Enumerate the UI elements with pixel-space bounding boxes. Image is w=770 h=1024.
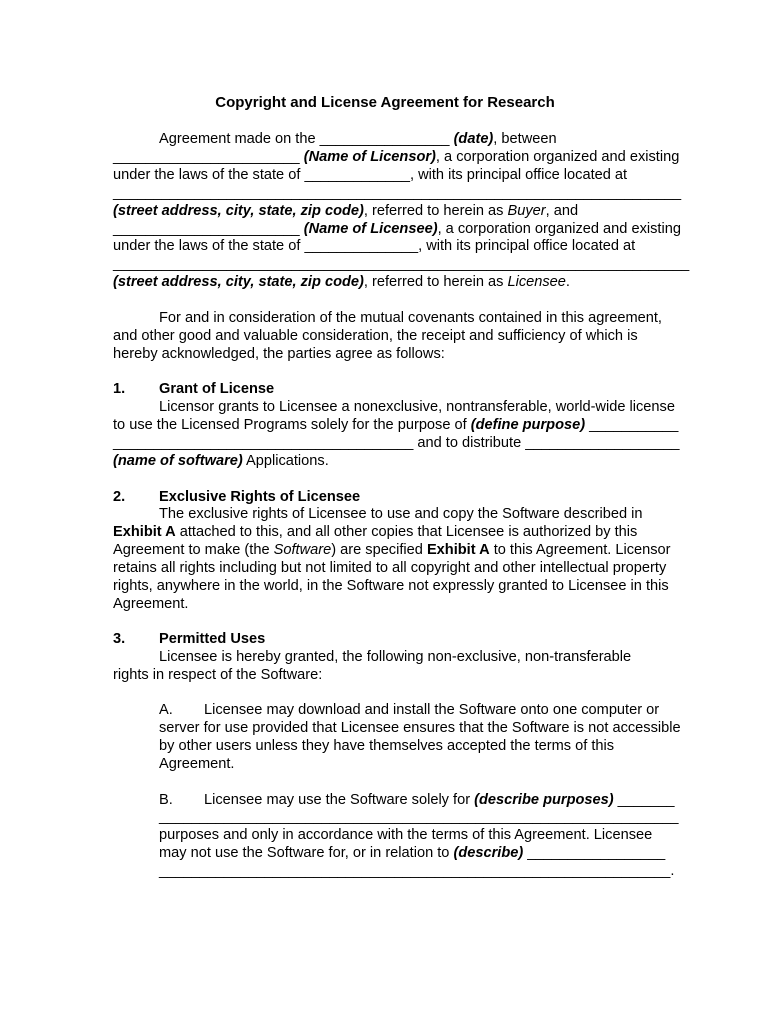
intro-line-1: Agreement made on the ________________ (date), between	[159, 131, 557, 147]
section-1-line-2: to use the Licensed Programs solely for the purpose of (define purpose) ___________	[113, 417, 679, 433]
section-2-line-4: retains all rights including but not limited to all copyright and other intellectual property	[113, 560, 667, 576]
intro-line-8: _______________________________________________________________________	[113, 256, 690, 272]
item-b-line-2: ________________________________________________________________	[159, 809, 679, 825]
section-2-heading: 2. Exclusive Rights of Licensee	[113, 489, 361, 505]
date-field-label: (date)	[453, 131, 494, 147]
section-1-heading: 1. Grant of License	[113, 381, 275, 397]
section-2-line-6: Agreement.	[113, 596, 189, 612]
section-3-line-1: Licensee is hereby granted, the following non-exclusive, non-transferable	[159, 649, 632, 665]
address-field-label: (street address, city, state, zip code)	[113, 203, 364, 219]
software-name-field-label: (name of software)	[113, 453, 243, 469]
section-1-line-4: (name of software) Applications.	[113, 453, 329, 469]
item-a-line-1: A. Licensee may download and install the Software onto one computer or	[159, 702, 660, 718]
item-a-line-4: Agreement.	[159, 756, 235, 772]
section-2-line-1: The exclusive rights of Licensee to use and copy the Software described in	[159, 506, 643, 522]
document-title: Copyright and License Agreement for Research	[215, 94, 555, 111]
item-b-label: B.	[159, 792, 173, 808]
item-b-line-5: _______________________________________________________________.	[159, 863, 675, 879]
intro-line-2: _______________________ (Name of Licensor), a corporation organized and existing	[113, 149, 680, 165]
consideration-line-1: For and in consideration of the mutual covenants contained in this agreement,	[159, 310, 662, 326]
item-b-line-1: B. Licensee may use the Software solely for (describe purposes) _______	[159, 792, 675, 808]
intro-line-5: (street address, city, state, zip code), referred to herein as Buyer, and	[113, 203, 579, 219]
section-3-line-2: rights in respect of the Software:	[113, 667, 323, 683]
intro-line-4: ______________________________________________________________________	[113, 185, 682, 201]
item-b-line-3: purposes and only in accordance with the terms of this Agreement. Licensee	[159, 827, 653, 843]
intro-line-9: (street address, city, state, zip code), referred to herein as Licensee.	[113, 274, 570, 290]
item-a-line-3: by other users unless they have themselves accepted the terms of this	[159, 738, 615, 754]
item-a-line-2: server for use provided that Licensee ensures that the Software is not accessible	[159, 720, 681, 736]
consideration-line-2: and other good and valuable consideration, the receipt and sufficiency of which is	[113, 328, 638, 344]
purpose-field-label: (define purpose)	[470, 417, 586, 433]
item-a-label: A.	[159, 702, 173, 718]
section-2-line-3: Agreement to make (the Software) are specified Exhibit A to this Agreement. Licensor	[113, 542, 671, 558]
section-3-heading: 3. Permitted Uses	[113, 631, 266, 647]
item-b-line-4: may not use the Software for, or in relation to (describe) _________________	[159, 845, 666, 861]
purposes-field-label: (describe purposes)	[474, 792, 614, 808]
address-field-label: (street address, city, state, zip code)	[113, 274, 364, 290]
intro-line-3: under the laws of the state of _____________, with its principal office located at	[113, 167, 628, 183]
section-1-line-1: Licensor grants to Licensee a nonexclusive, nontransferable, world-wide license	[159, 399, 675, 415]
licensor-name-field-label: (Name of Licensor)	[303, 149, 436, 165]
licensee-name-field-label: (Name of Licensee)	[303, 221, 438, 237]
describe-field-label: (describe)	[453, 845, 524, 861]
consideration-line-3: hereby acknowledged, the parties agree as follows:	[113, 346, 445, 362]
intro-line-7: under the laws of the state of ______________, with its principal office located at	[113, 238, 636, 254]
section-1-line-3: _____________________________________ and to distribute ___________________	[113, 435, 680, 451]
intro-line-6: _______________________ (Name of Licensee), a corporation organized and existing	[113, 221, 681, 237]
section-2-line-2: Exhibit A attached to this, and all other copies that Licensee is authorized by this	[113, 524, 638, 540]
section-2-line-5: rights, anywhere in the world, in the Software not expressly granted to Licensee in this	[113, 578, 669, 594]
